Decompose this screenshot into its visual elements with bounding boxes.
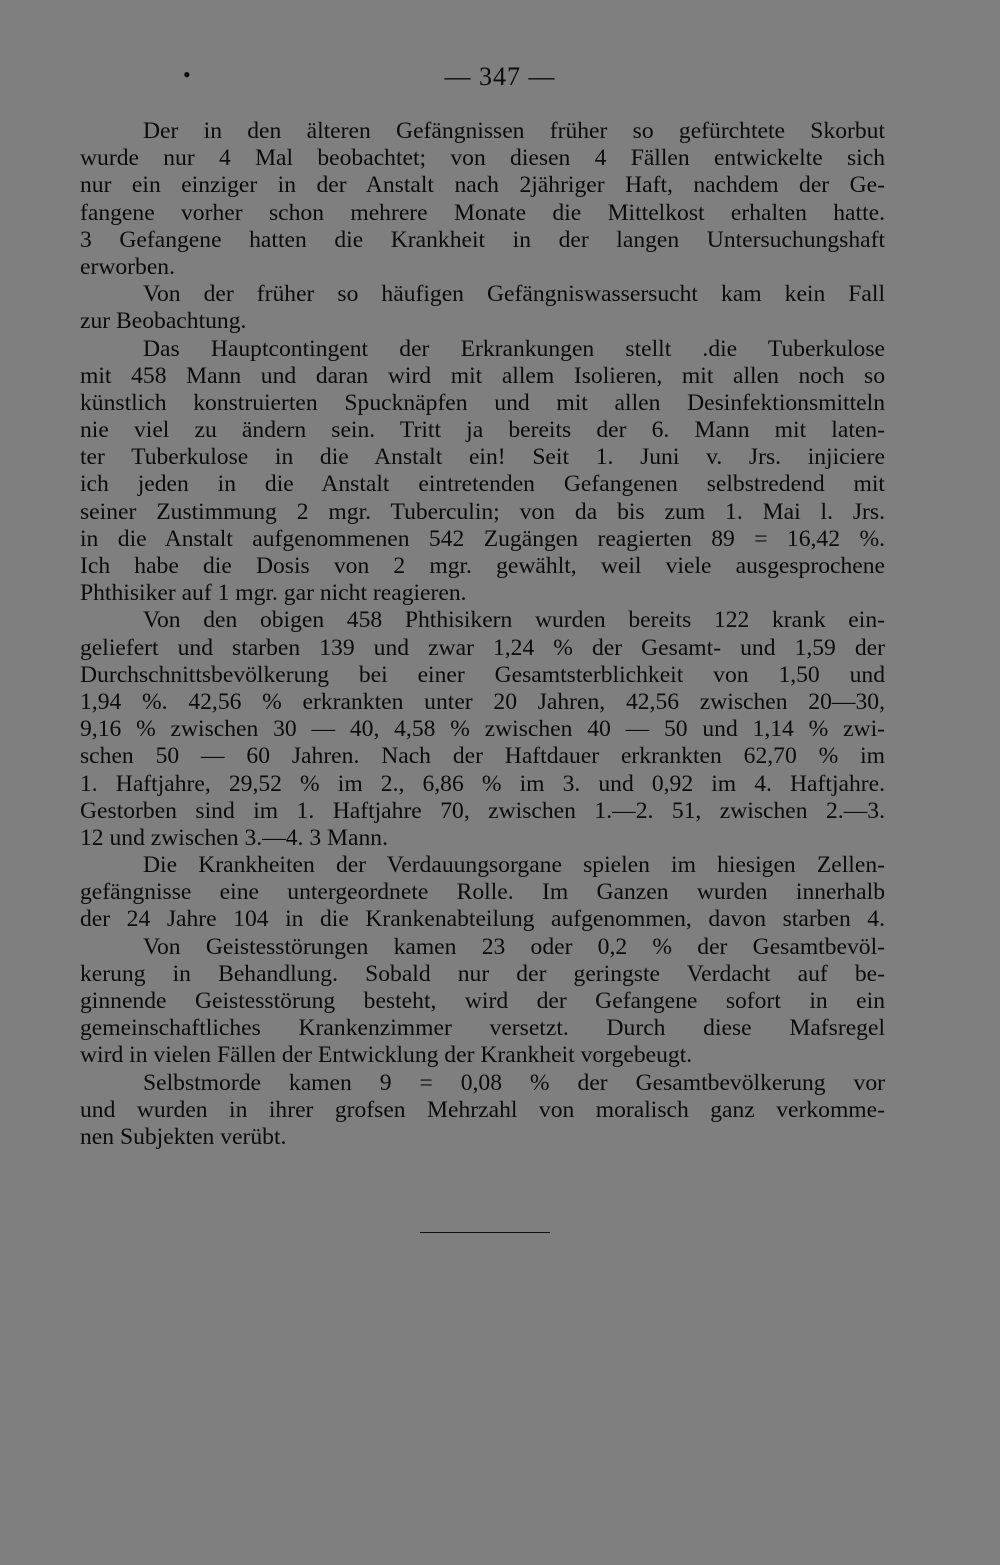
text-line: Selbstmorde kamen 9 = 0,08 % der Gesamtbevölkerung vor	[143, 1069, 885, 1096]
text-line: wurde nur 4 Mal beobachtet; von diesen 4 Fällen entwickelte sich	[80, 145, 885, 172]
text-line: Ich habe die Dosis von 2 mgr. gewählt, weil viele ausgesprochene	[80, 553, 885, 579]
text-line: geliefert und starben 139 und zwar 1,24 % der Gesamt- und 1,59 der	[80, 634, 885, 661]
text-line: nen Subjekten verübt.	[80, 1123, 287, 1150]
text-line: erworben.	[80, 253, 175, 280]
text-line: Der in den älteren Gefängnissen früher so gefürchtete Skorbut	[143, 118, 885, 144]
body-text	[80, 118, 885, 1151]
text-line: nur ein einziger in der Anstalt nach 2jähriger Haft, nachdem der Ge-	[80, 172, 885, 199]
page-number-header: — 347 —	[444, 62, 556, 91]
text-line: nie viel zu ändern sein. Tritt ja bereits der 6. Mann mit laten-	[80, 417, 885, 444]
text-line: Durchschnittsbevölkerung bei einer Gesamtsterblichkeit von 1,50 und	[80, 661, 885, 688]
text-line: schen 50 — 60 Jahren. Nach der Haftdauer erkrankten 62,70 % im	[80, 743, 885, 770]
text-line: gefängnisse eine untergeordnete Rolle. Im Ganzen wurden innerhalb	[80, 879, 885, 906]
text-line: der 24 Jahre 104 in die Krankenabteilung aufgenommen, davon starben 4.	[80, 906, 885, 933]
text-line: Phthisiker auf 1 mgr. gar nicht reagieren.	[80, 580, 467, 607]
text-line: seiner Zustimmung 2 mgr. Tuberculin; von da bis zum 1. Mai l. Jrs.	[80, 498, 885, 525]
text-line: 12 und zwischen 3.—4. 3 Mann.	[80, 824, 388, 851]
text-line: Von der früher so häufigen Gefängniswassersucht kam kein Fall	[143, 281, 885, 308]
text-line: kerung in Behandlung. Sobald nur der geringste Verdacht auf be-	[80, 960, 885, 987]
text-line: 1. Haftjahre, 29,52 % im 2., 6,86 % im 3. und 0,92 im 4. Haftjahre.	[80, 770, 885, 797]
text-line: ter Tuberkulose in die Anstalt ein! Seit 1. Juni v. Jrs. injiciere	[80, 444, 885, 471]
text-line: fangene vorher schon mehrere Monate die Mittelkost erhalten hatte.	[80, 199, 885, 226]
text-line: in die Anstalt aufgenommenen 542 Zugängen reagierten 89 = 16,42 %.	[80, 525, 885, 552]
text-line: zur Beobachtung.	[80, 308, 247, 335]
header-mark: •	[183, 62, 191, 87]
text-line: mit 458 Mann und daran wird mit allem Isolieren, mit allen noch so	[80, 362, 885, 389]
text-line: ich jeden in die Anstalt eintretenden Gefangenen selbstredend mit	[80, 471, 885, 498]
text-line: gemeinschaftliches Krankenzimmer versetzt. Durch diese Mafsregel	[80, 1015, 885, 1042]
text-line: wird in vielen Fällen der Entwicklung der Krankheit vorgebeugt.	[80, 1042, 693, 1069]
text-line: Das Hauptcontingent der Erkrankungen stellt .die Tuberkulose	[143, 335, 885, 362]
text-line: und wurden in ihrer grofsen Mehrzahl von moralisch ganz verkomme-	[80, 1096, 885, 1123]
text-line: 9,16 % zwischen 30 — 40, 4,58 % zwischen 40 — 50 und 1,14 % zwi-	[80, 716, 885, 743]
text-line: Die Krankheiten der Verdauungsorgane spielen im hiesigen Zellen-	[143, 852, 885, 879]
end-rule	[420, 1232, 550, 1233]
text-line: 3 Gefangene hatten die Krankheit in der langen Untersuchungshaft	[80, 226, 885, 253]
text-line: ginnende Geistesstörung besteht, wird der Gefangene sofort in ein	[80, 988, 885, 1014]
text-line: 1,94 %. 42,56 % erkrankten unter 20 Jahren, 42,56 zwischen 20—30,	[80, 688, 885, 715]
text-line: Von den obigen 458 Phthisikern wurden bereits 122 krank ein-	[143, 607, 885, 634]
text-line: Gestorben sind im 1. Haftjahre 70, zwischen 1.—2. 51, zwischen 2.—3.	[80, 797, 885, 824]
text-line: Von Geistesstörungen kamen 23 oder 0,2 % der Gesamtbevöl-	[143, 933, 885, 960]
text-line: künstlich konstruierten Spucknäpfen und mit allen Desinfektionsmitteln	[80, 389, 885, 416]
